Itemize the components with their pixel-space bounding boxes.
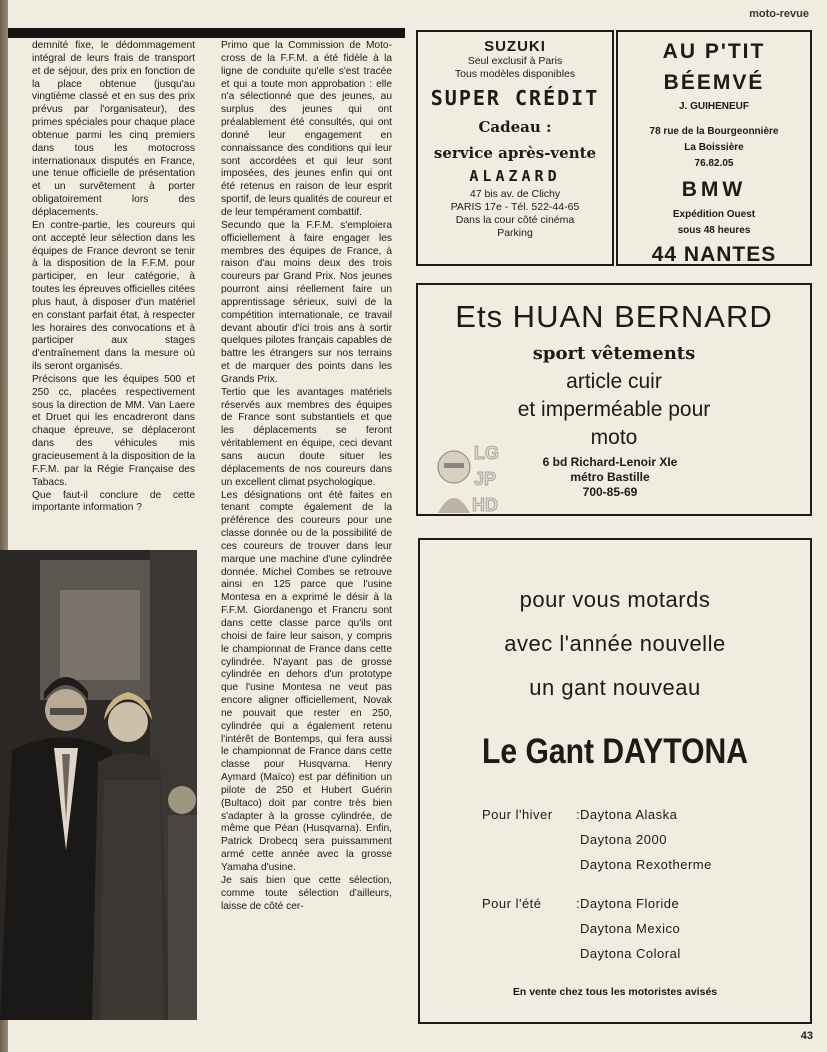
huan-line3: moto xyxy=(590,426,638,449)
article-paragraph: Tertio que les avantages matériels réservés aux membres des équipes de France sont substantiels et que les déplacements se feront véritablement en équipe, ceci devant sans aucun doute situer les déplacements de nos coureurs dans un excellent climat psychologique. xyxy=(221,386,392,488)
article-paragraph: Précisons que les équipes 500 et 250 cc, placées respectivement sous la direction de MM. Van Laere et Druet qui les encadreront dans chaque épreuve, se déplaceront dans des véhicules mis gracieusement à la disposition de la F.F.M. par la Régie Française des Tabacs. xyxy=(32,373,195,488)
ptit-beemve-ad xyxy=(616,30,812,266)
suzuki-ad xyxy=(416,30,614,266)
daytona-winter-list xyxy=(482,802,810,877)
page-number: 43 xyxy=(800,1030,813,1042)
summer-model: Daytona Floride xyxy=(580,896,680,911)
ptit-title-line2: BÉEMVÉ xyxy=(663,71,765,94)
daytona-slogan xyxy=(420,578,810,710)
suzuki-phone: PARIS 17e - Tél. 522-44-65 xyxy=(450,201,580,213)
summer-model: Daytona Mexico xyxy=(580,921,681,936)
huan-line2: et imperméable pour xyxy=(517,398,711,421)
huan-line1: article cuir xyxy=(566,370,662,393)
suzuki-brand: SUZUKI xyxy=(484,38,546,55)
daytona-summer-list xyxy=(482,891,810,966)
daytona-footer: En vente chez tous les motoristes avisés xyxy=(512,986,718,998)
article-paragraph: En contre-partie, les coureurs qui ont accepté leur sélection dans les équipes de France devront se tenir à la disposition de la F.F.M. pour participer, en leur catégorie, à toutes les épreuves officielles citées plus haut, à disposer d'un matériel en constant parfait état, à respecter les horaires des convocations et à participer aux stages d'entraînement dans la mesure où ils seront organisés. xyxy=(32,219,195,373)
daytona-slogan-line1: pour vous motards xyxy=(519,587,711,612)
ptit-shipping: Expédition Ouest xyxy=(672,209,756,220)
winter-model: Daytona Alaska xyxy=(580,807,678,822)
summer-label: Pour l'été xyxy=(482,896,542,911)
winter-model: Daytona Rexotherme xyxy=(580,857,712,872)
magazine-title: moto-revue xyxy=(749,8,809,20)
suzuki-parking: Parking xyxy=(497,227,533,239)
huan-subtitle: sport vêtements xyxy=(532,343,696,364)
ptit-street: 78 rue de la Bourgeonnière xyxy=(649,126,779,137)
svg-text:LG: LG xyxy=(474,443,499,463)
suzuki-models: Tous modèles disponibles xyxy=(454,68,576,80)
huan-metro: métro Bastille xyxy=(570,470,650,484)
article-photo xyxy=(0,550,197,1020)
suzuki-note: Dans la cour côté cinéma xyxy=(455,214,575,226)
header-rule xyxy=(0,28,405,38)
suzuki-dealer: ALAZARD xyxy=(469,167,561,185)
daytona-title: Le Gant DAYTONA xyxy=(482,732,748,771)
ptit-bmw: BMW xyxy=(681,178,747,201)
daytona-ad xyxy=(418,538,812,1024)
daytona-slogan-line3: un gant nouveau xyxy=(529,675,701,700)
daytona-slogan-line2: avec l'année nouvelle xyxy=(504,631,726,656)
suzuki-service: service après-vente xyxy=(433,144,597,162)
ptit-area: La Boissière xyxy=(684,142,744,153)
ptit-city: 44 NANTES xyxy=(651,243,777,266)
article-paragraph: Les désignations ont été faites en tenant compte également de la préférence des coureurs pour une classe donnée ou de la possibilité de ces coureurs de trouver dans leur marque une machine d'une cylindrée donnée. Michel Combes se retrouve ainsi en 125 parce que l'usine Montesa en a exprimé le désir à la F.F.M. Giordanengo et Francru sont dans cette classe parce qu'ils ont choisi de faire leur saison, y compris le championnat de France dans cette cylindrée. N'ayant pas de grosse cylindrée en dehors d'un prototype que l'usine Montesa ne veut pas encore aligner officiellement, Novak ne pouvait que rester en 250, cylindrée qui a également retenu l'intérêt de Bontemps, qui fera aussi le championnat de France dans cette classe pour Husqvarna. Henry Aymard (Maïco) est par définition un pilote de 250 et Hubert Guérin (Bultaco) doit par contre très bien s'adapter à la grosse cylindrée, de même que Péan (Husqvarna). Enfin, Patrick Drobecq sera puissamment armé cette année avec la grosse Yamaha d'usine. xyxy=(221,489,392,873)
huan-contact xyxy=(520,455,700,500)
huan-bernard-ad xyxy=(416,283,812,516)
suzuki-credit: SUPER CRÉDIT xyxy=(430,86,600,110)
suzuki-exclusive: Seul exclusif à Paris xyxy=(467,55,563,67)
summer-model: Daytona Coloral xyxy=(580,946,681,961)
winter-colon: : xyxy=(576,807,581,822)
suzuki-address: 47 bis av. de Clichy xyxy=(469,188,561,200)
huan-phone: 700-85-69 xyxy=(582,485,638,499)
suzuki-gift: Cadeau : xyxy=(478,118,552,136)
huan-logo xyxy=(432,437,510,513)
huan-name: Ets HUAN BERNARD xyxy=(455,299,773,334)
article-paragraph: Secundo que la F.F.M. s'emploiera officiellement à faire engager les membres des équipes de France, à raison d'au moins deux des trois coureurs par Grand Prix. Nos jeunes pourront ainsi réellement faire un apprentissage sérieux, suivi de la compétition internationale, ce travail devant aboutir d'ici trois ans à sortir quelques pilotes français capables de battre les étrangers sur nos terrains et de marquer des points dans les Grands Prix. xyxy=(221,219,392,385)
article-column-2 xyxy=(221,40,392,913)
svg-text:HD: HD xyxy=(472,495,498,513)
winter-model: Daytona 2000 xyxy=(580,832,667,847)
article-column-1 xyxy=(32,40,195,515)
summer-models xyxy=(580,891,810,966)
svg-text:JP: JP xyxy=(474,469,497,489)
ptit-delay: sous 48 heures xyxy=(677,225,751,236)
ptit-title-line1: AU P'TIT xyxy=(662,40,766,63)
winter-label: Pour l'hiver xyxy=(482,807,553,822)
ptit-phone: 76.82.05 xyxy=(694,158,734,169)
huan-address: 6 bd Richard-Lenoir XIe xyxy=(542,455,678,469)
article-paragraph: Primo que la Commission de Moto-cross de la F.F.M. a été fidèle à la ligne de conduite qu'elle s'est tracée et qui a toute mon approbation : elle n'a sélectionné que des jeunes, au surplus des jeunes qui ont préalablement été consultés, qui ont donné leur engagement en connaissance des conditions qui leur sont accordées et qui leur sont imposées, des jeunes enfin qui ont été retenus en raison de leur esprit sportif, de leurs qualités de coureur et de leur tempérament combattif. xyxy=(221,40,392,218)
winter-models xyxy=(580,802,810,877)
article-paragraph: Que faut-il conclure de cette importante information ? xyxy=(32,489,195,514)
ptit-owner: J. GUIHENEUF xyxy=(678,101,749,112)
article-paragraph: Je sais bien que cette sélection, comme toute sélection d'ailleurs, laisse de côté cer- xyxy=(221,874,392,912)
article-paragraph: demnité fixe, le dédommagement intégral de leurs frais de transport et de séjour, des prix en fonction de la place obtenue (jusqu'au vingtième classé et en sus des prix prévus par l'organisateur), des primes spéciales pour chaque place obtenue parmi les cinq premiers dans tous les motocross internationaux disputés en France, une tenue officielle de présentation et un survêtement à porter obligatoirement lors des déplacements. xyxy=(32,40,195,218)
summer-colon: : xyxy=(576,896,581,911)
photo-people-illustration xyxy=(0,550,197,1020)
